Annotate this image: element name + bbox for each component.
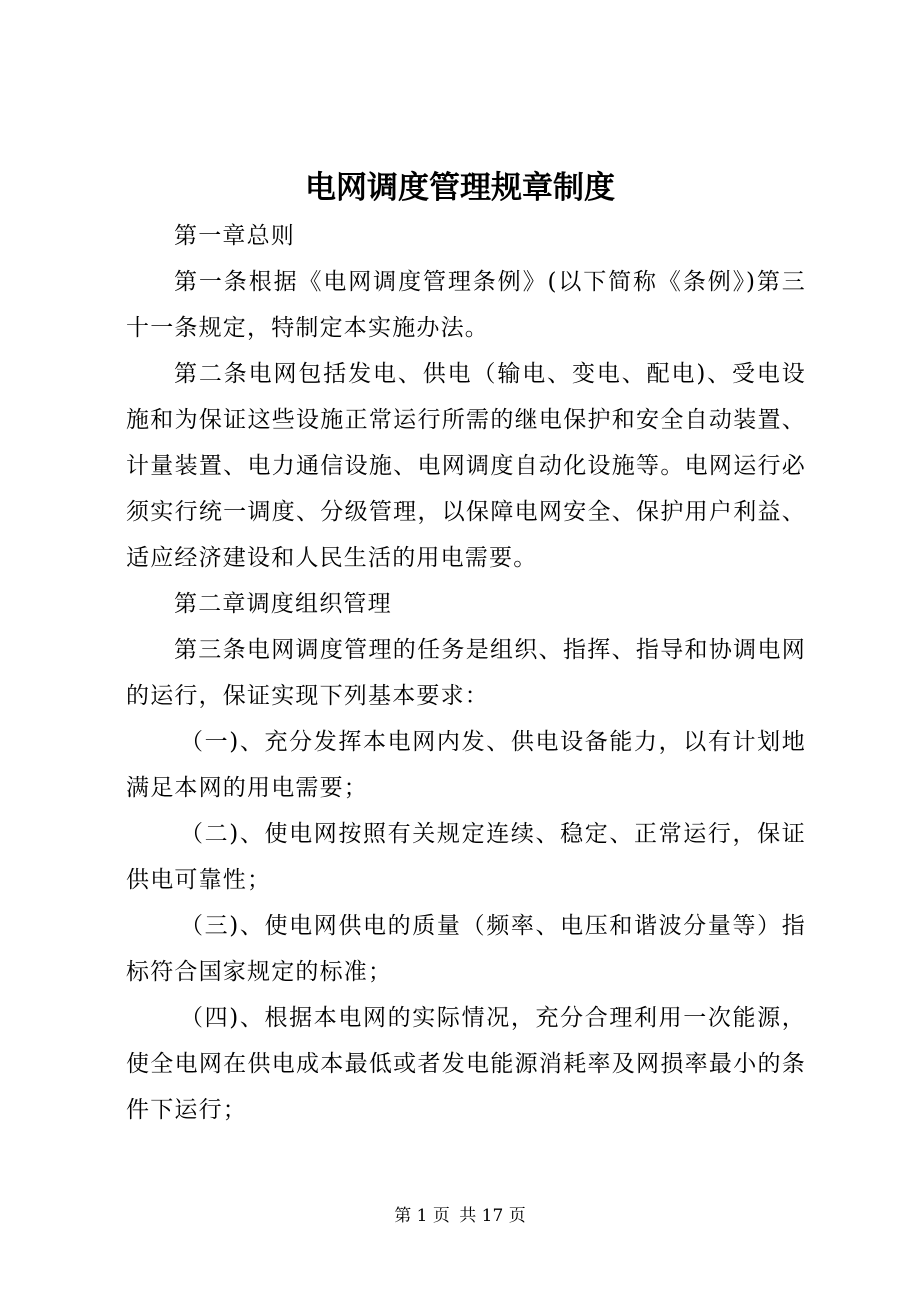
page-footer <box>0 1201 920 1226</box>
article-paragraph: 第二条电网包括发电、供电（输电、变电、配电)、受电设施和为保证这些设施正常运行所需的继电保护和安全自动装置、计量装置、电力通信设施、电网调度自动化设施等。电网运行必须实行统一调度、分级管理，以保障电网安全、保护用户利益、适应经济建设和人民生活的用电需要。 <box>126 361 806 571</box>
page-total: 共 17 页 <box>459 1206 526 1226</box>
article-paragraph: 第一条根据《电网调度管理条例》(以下简称《条例》)第三十一条规定，特制定本实施办法。 <box>126 269 806 341</box>
chapter-heading: 第二章调度组织管理 <box>174 591 392 617</box>
page-number: 第 1 页 <box>394 1206 450 1226</box>
list-item: （一)、充分发挥本电网内发、供电设备能力，以有计划地满足本网的用电需要； <box>126 729 806 801</box>
article-paragraph: 第三条电网调度管理的任务是组织、指挥、指导和协调电网的运行，保证实现下列基本要求： <box>126 637 806 709</box>
list-item: （二)、使电网按照有关规定连续、稳定、正常运行，保证供电可靠性； <box>126 821 806 893</box>
list-item: （四)、根据本电网的实际情况，充分合理利用一次能源，使全电网在供电成本最低或者发电能源消耗率及网损率最小的条件下运行； <box>126 1005 806 1123</box>
chapter-heading: 第一章总则 <box>174 223 295 249</box>
document-body <box>126 213 806 1133</box>
list-item: （三)、使电网供电的质量（频率、电压和谐波分量等）指标符合国家规定的标准； <box>126 913 806 985</box>
document-title: 电网调度管理规章制度 <box>305 170 615 206</box>
